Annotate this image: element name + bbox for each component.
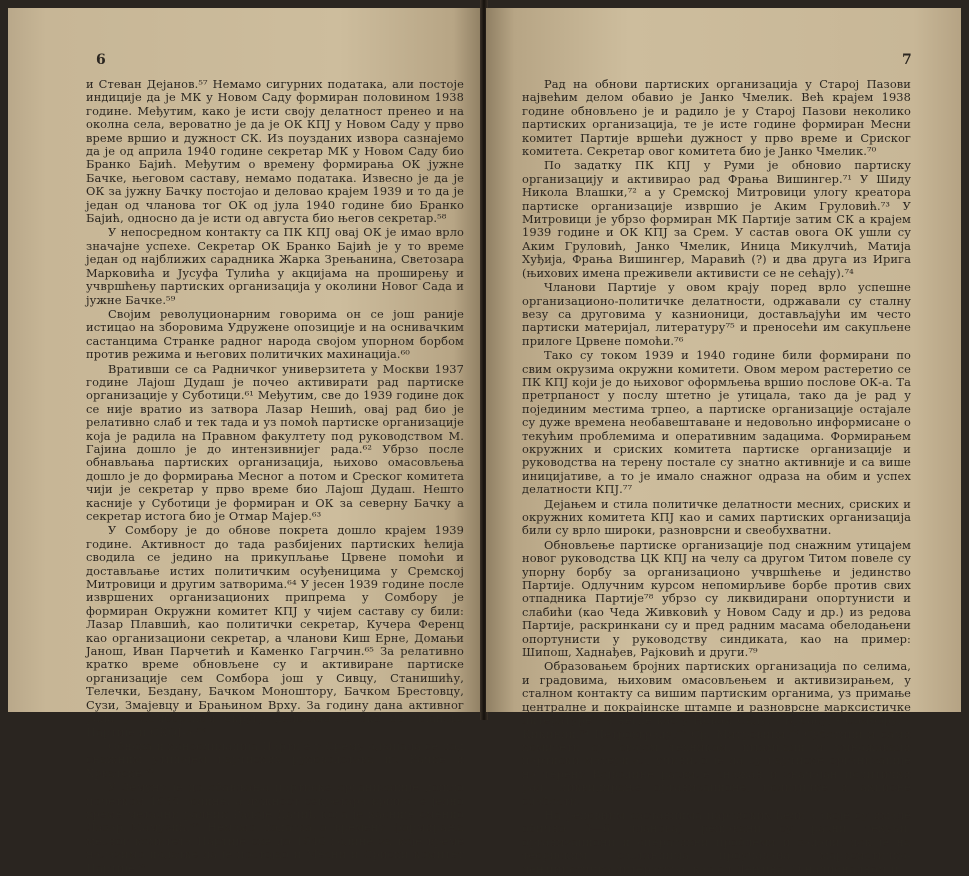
page-number: 6 xyxy=(96,52,106,68)
left-page xyxy=(8,8,482,875)
paragraph: Својим револуционарним говорима он се још раније истицао на зборовима Удружене опозиције и на оснивачким састанцима Странке радног народа својом упорном борбом против режима и његових политичких махинација.⁶⁰ xyxy=(86,306,464,362)
paragraph: Тако су током 1939 и 1940 године били формирани по свим окрузима окружни комитети. Овом мером растеретио се ПК КПЈ који је до њиховог оформљења вршио послове ОК-а. Та претрпаност у послу штетно је утицала, тако да је рад у појединим местима трпео, а партиске организације остајале су дуже времена необавештаване и недовољно информисане о текућим проблемима и оперативним задацима. Формирањем окружних и сриских комитета партиске организације и руководства на терену постале су знатно активније и са више иницијативе, а то је имало снажног одраза на обим и успех делатности КПЈ.⁷⁷ xyxy=(522,348,911,497)
page-number: 7 xyxy=(902,52,912,68)
paragraph: Вративши се са Радничког универзитета у Москви 1937 године Лајош Дудаш је почео активирати рад партиске организације у Суботици.⁶¹ Међутим, све до 1939 године док се није вратио из затвора Лазар Нешић, овај рад био је релативно слаб и тек тада и уз помоћ партиске организације која је радила на Правном факултету под руководством М. Гајина дошло је до интензивнијег рада.⁶² Убрзо после обнављања партиских организација, њихово омасовљења дошло је до формирања Месног а потом и Среског комитета чији је секретар у прво време био Лајош Дудаш. Нешто касније у Суботици је формиран и ОК за северну Бачку а секретар истога био је Отмар Мајер.⁶³ xyxy=(86,361,464,523)
paragraph: и Стеван Дејанов.⁵⁷ Немамо сигурних података, али постоје индиције да је МК у Новом Саду формиран половином 1938 године. Међутим, како је исти своју делатност пренео и на околна села, вероватно је да је ОК КПЈ у Новом Саду у прво време вршио и дужност СК. Из поузданих извора сазнајемо да је од априла 1940 године секретар МК у Новом Саду био Бранко Бајић. Међутим о времену формирања ОК јужне Бачке, његовом саставу, немамо података. Извесно је да је ОК за јужну Бачку постојао и деловао крајем 1939 и то да је један од чланова тог ОК од јула 1940 године био Бранко Бајић, односно да је исти од августа био његов секретар.⁵⁸ xyxy=(86,77,464,226)
paragraph: Рад на обнови партиских организација у Старој Пазови највећим делом обавио је Јанко Чмелик. Већ крајем 1938 године обновљено је и радило је у Старој Пазови неколико партиских организација, те је исте године формиран Месни комитет Партије вршећи дужност у прво време и Сриског комитета. Секретар овог комитета био је Јанко Чмелик.⁷⁰ xyxy=(522,77,911,159)
paragraph: Обновљење партиске организације под снажним утицајем новог руководства ЦК КПЈ на челу са другом Титом повеле су упорну борбу за организационо учвршћење и јединство Партије. Одлучним курсом непомирљиве борбе против свих отпадника Партије⁷⁸ убрзо су ликвидирани опортунисти и слабићи (као Чеда Живковић у Новом Саду и др.) из редова Партије, раскринкани су и пред радним масама обелодањени опортунисти у руководству синдиката, као на пример: Шипош, Хаднађев, Рајковић и други.⁷⁹ xyxy=(522,537,911,660)
paragraph: Чланови Партије у овом крају поред врло успешне организационо-политичке делатности, одржавали су сталну везу са друговима у казнионици, достављајући им често партиски материјал, литературу⁷⁵ и преносећи им сакупљене прилоге Црвене помоћи.⁷⁶ xyxy=(522,280,911,348)
paragraph: Образовањем бројних партиских организација по селима, и градовима, њиховим омасовљењем и активизирањем, у сталном контакту са вишим партиским органима, уз примање централне и покрајинске штампе и разноврсне марксистичке литературе⁸⁰ а негде као у Новом Саду,⁸¹ Врбасу,⁸² Сомбору,⁸³ Кикинди,⁸⁴ Петровграду,⁸⁵ Ср. Митровици,⁸⁶ Суботици и сами комитети су, својом техником, штампали и умножавали партиски материјал, учинило је да су партиске организације на терену Војводине развиле снажан и значајан политички рад, ликвидирање организационе, политичке и акционе слабости. xyxy=(522,659,911,808)
page-body xyxy=(522,78,911,876)
paragraph: У Земуну је до обављања партиске организације дошло почетком 1938 године, а дужност секретара вршио је једно време метални радник Радоје Дачић кога је касније сменио Лазар Мамузић.⁶⁸ Немамо податка о времену формирања месног комитета Партије све до 1940 године за које време налазимо податке да је постојао и Месни и Сриски комитет Партије.⁶⁹ xyxy=(86,780,464,875)
right-page xyxy=(486,8,961,876)
paragraph: У Сомбору је до обнове покрета дошло крајем 1939 године. Активност до тада разбијених партиских ћелија сводила се једино на прикупљање Црвене помоћи и достављање истих политичким осуђеницима у Сремској Митровици и другим затворима.⁶⁴ У јесен 1939 године после извршених организационих припрема у Сомбору је формиран Окружни комитет КПЈ у чијем саставу су били: Лазар Плавшић, као политички секретар, Кучера Ференц као организациони секретар, а чланови Киш Ерне, Домањи Јанош, Иван Парчетић и Каменко Гагрчин.⁶⁵ За релативно кратко време обновљене су и активиране партиске организације сем Сомбора још у Сивцу, Станишићу, Телечки, Бездану, Бачком Моноштору, Бачком Брестовцу, Сузи, Змајевцу и Брањином Врху. За годину дана активног рада у Сомборском округу деловало је око 80 чланова Партије и СКОЈ-а.⁶⁶ xyxy=(86,523,464,739)
paragraph: По задатку ПК КПЈ у Руми је обновио партиску организацију и активирао рад Фрања Вишингер.⁷¹ У Шиду Никола Влашки,⁷² а у Сремској Митровици улогу креатора партиске организације извршио је Аким Груловић.⁷³ У Митровици је убрзо формиран МК Партије затим СК а крајем 1939 године и ОК КПЈ за Срем. У састав овога ОК ушли су Аким Груловић, Јанко Чмелик, Иница Микулчић, Матија Хуђија, Фрања Вишингер, Маравић (?) и два друга из Ирига (њихових имена преживели активисти се не сећају).⁷⁴ xyxy=(522,158,911,280)
paragraph: Дејањем и стила политичке делатности месних, сриских и окружних комитета КПЈ као и самих партиских организација били су врло широки, разноврсни и свеобухватни. xyxy=(522,496,911,538)
page-body xyxy=(86,78,464,875)
paragraph: Обнова и консолидација Партије у Срему одвијала се под снажним утицајем партиских руководстава из Бачке и Хрватске.⁶⁷ xyxy=(86,738,464,780)
paragraph: У непосредном контакту са ПК КПЈ овај ОК је имао врло значајне успехе. Секретар ОК Бранко Бајић је у то време један од најближих сарадника Жарка Зрењанина, Светозара Марковића и Јусуфа Тулића у акцијама на проширењу и учвршћењу партиских организација у околини Новог Сада и јужне Бачке.⁵⁹ xyxy=(86,225,464,307)
paragraph: На редовним састанцима партиских ћелија (које су имале обично 3—6 чланова) решавани су разни текући, организациони и оперативни проблеми и задаци, док је на теориским састанцима проучавана марксистичко-лењинистичка литература, као од Лењина: О националном и xyxy=(522,807,911,876)
